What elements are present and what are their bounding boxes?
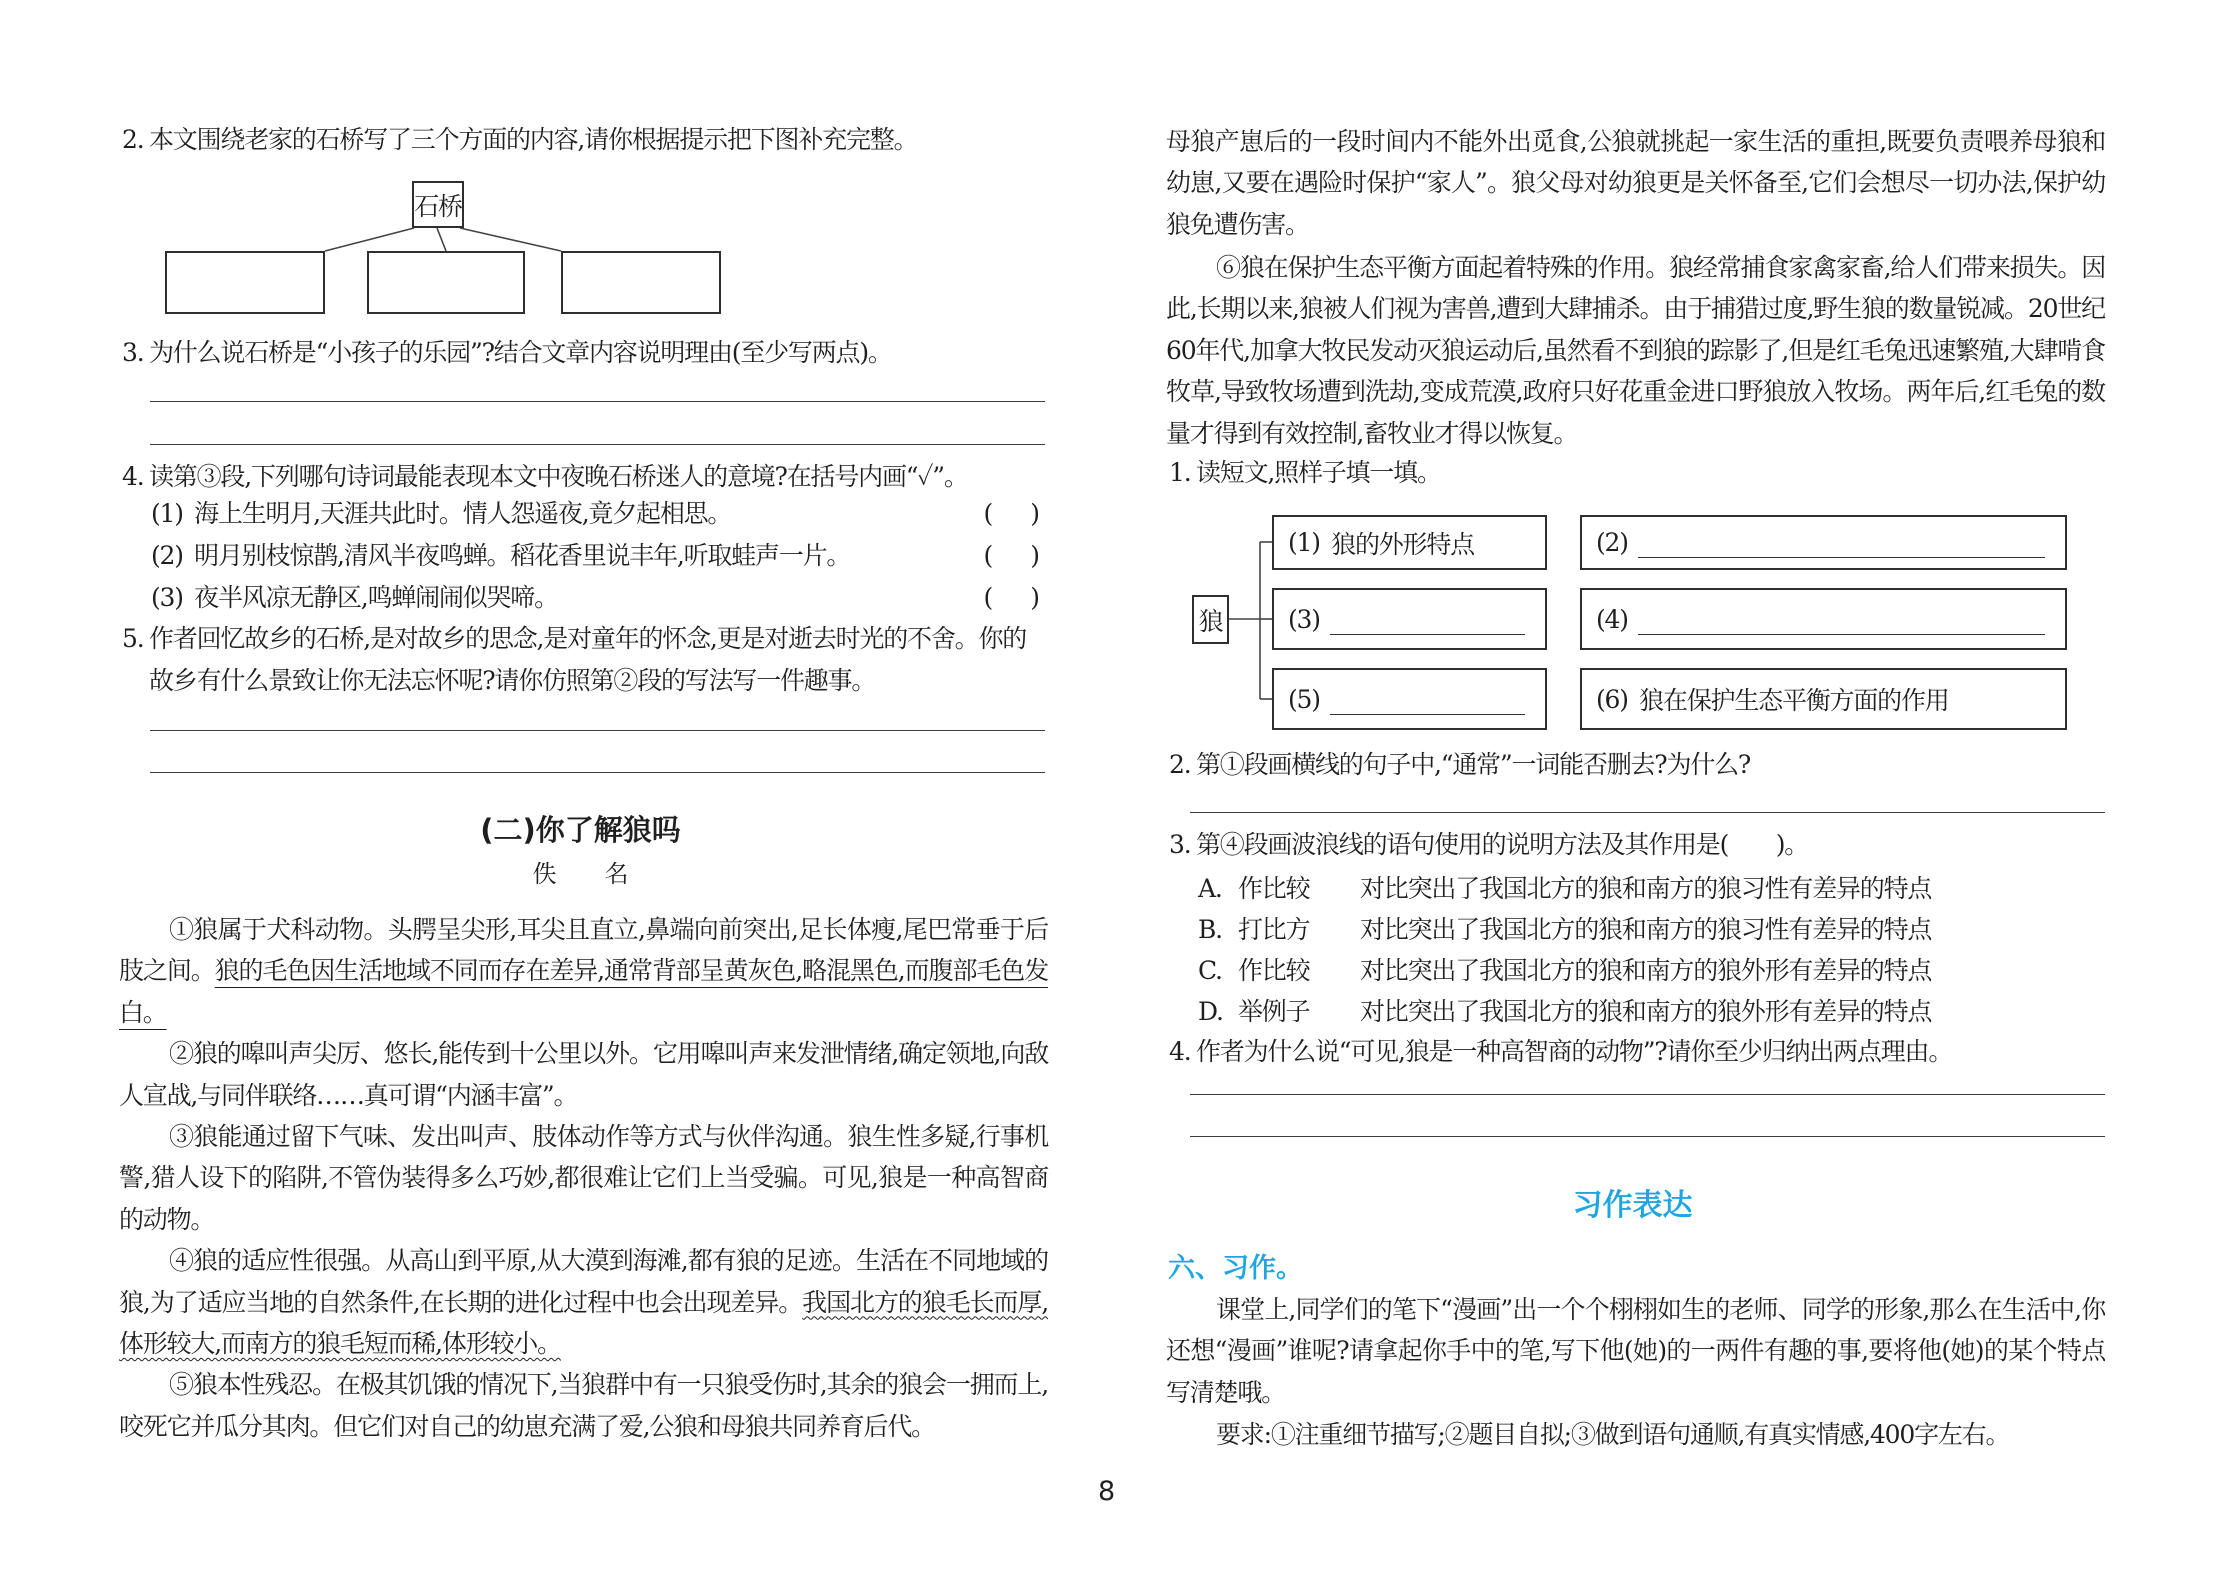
fill-in-blank[interactable] (1330, 684, 1525, 715)
question-text: 作者为什么说“可见,狼是一种高智商的动物”?请你至少归纳出两点理由。 (1196, 1037, 1953, 1066)
choice-option-c[interactable]: C. 作比较 对比突出了我国北方的狼和南方的狼外形有差异的特点 (1198, 956, 1932, 985)
paragraph-1: ①狼属于犬科动物。头腭呈尖形,耳尖且直立,鼻端向前突出,足长体瘦,尾巴常垂于后肢之间。狼的毛色因生活地域不同而存在差异,通常背部呈黄灰色,略混黑色,而腹部毛色发白。 (119, 915, 1048, 1027)
question-number: 2. (1169, 750, 1191, 779)
question-number: 3. (1169, 830, 1191, 859)
question-number: 5. (122, 624, 144, 653)
wolf-cell-1: (1) 狼的外形特点 (1272, 515, 1547, 570)
question-3 (1160, 824, 2105, 866)
writing-task-heading: 六、习作。 (1168, 1253, 1303, 1284)
right-column (1160, 0, 2105, 1571)
question-number: 3. (122, 338, 144, 367)
question-5 (113, 618, 1048, 702)
bridge-blank-box-3[interactable] (561, 251, 721, 314)
writing-task-requirements: 要求:①注重细节描写;②题目自拟;③做到语句通顺,有真实情感,400字左右。 (1216, 1420, 2010, 1449)
fill-in-blank[interactable] (1638, 604, 2045, 635)
answer-line[interactable] (1190, 1094, 2105, 1095)
paragraph-2: ②狼的嗥叫声尖厉、悠长,能传到十公里以外。它用嗥叫声来发泄情绪,确定领地,向敌人宣战,与同伴联络……真可谓“内涵丰富”。 (119, 1039, 1048, 1110)
bridge-root-label: 石桥 (414, 191, 462, 221)
question-4 (1160, 1031, 2105, 1073)
answer-line[interactable] (1190, 812, 2105, 813)
answer-line[interactable] (150, 401, 1045, 402)
question-4 (113, 456, 1048, 498)
left-column (113, 0, 1048, 1571)
wolf-cell-2: (2) (1580, 515, 2067, 570)
answer-line[interactable] (1190, 1136, 2105, 1137)
bridge-diagram (113, 178, 1048, 318)
poem-text: (1) 海上生明月,天涯共此时。情人怨遥夜,竟夕起相思。 (151, 499, 732, 528)
paragraph-4: ④狼的适应性很强。从高山到平原,从大漠到海滩,都有狼的足迹。生活在不同地域的狼,为了适应当地的自然条件,在长期的进化过程中也会出现差异。我国北方的狼毛长而厚,体形较大,而南方的狼毛短而稀,体形较小。 (119, 1246, 1048, 1359)
poem-text: (2) 明月别枝惊鹊,清风半夜鸣蝉。稻花香里说丰年,听取蛙声一片。 (151, 541, 851, 570)
poem-option-1 (151, 493, 1046, 534)
question-3 (113, 332, 1048, 374)
wolf-cell-4: (4) (1580, 588, 2067, 650)
paragraph-3: ③狼能通过留下气味、发出叫声、肢体动作等方式与伙伴沟通。狼生性多疑,行事机警,猎人设下的陷阱,不管伪装得多么巧妙,都很难让它们上当受骗。可见,狼是一种高智商的动物。 (119, 1122, 1048, 1234)
choice-option-b[interactable]: B. 打比方 对比突出了我国北方的狼和南方的狼习性有差异的特点 (1198, 915, 1932, 944)
answer-brackets[interactable]: ( ) (983, 541, 1046, 570)
question-text: 为什么说石桥是“小孩子的乐园”?结合文章内容说明理由(至少写两点)。 (149, 338, 892, 367)
wolf-root-label: 狼 (1198, 606, 1223, 636)
choice-option-d[interactable]: D. 举例子 对比突出了我国北方的狼和南方的狼外形有差异的特点 (1198, 997, 1932, 1026)
question-text: 读第③段,下列哪句诗词最能表现本文中夜晚石桥迷人的意境?在括号内画“✓”。 (149, 462, 968, 491)
bridge-root-box (412, 181, 464, 228)
reading-2-author: 佚 名 (532, 860, 629, 888)
question-text: 本文围绕老家的石桥写了三个方面的内容,请你根据提示把下图补充完整。 (149, 125, 918, 154)
poem-option-3 (151, 577, 1046, 618)
writing-task-body: 课堂上,同学们的笔下“漫画”出一个个栩栩如生的老师、同学的形象,那么在生活中,你还想“漫画”谁呢?请拿起你手中的笔,写下他(她)的一两件有趣的事,要将他(她)的某个特点写清楚哦。 (1166, 1295, 2105, 1407)
wavy-underlined-sentence: 我国北方的狼毛长而厚,体形较大,而南方的狼毛短而稀,体形较小。 (119, 1287, 1048, 1359)
question-text: 第①段画横线的句子中,“通常”一词能否删去?为什么? (1196, 750, 1751, 779)
question-text: 作者回忆故乡的石桥,是对故乡的思念,是对童年的怀念,更是对逝去时光的不舍。你的故乡有什么景致让你无法忘怀呢?请你仿照第②段的写法写一件趣事。 (149, 624, 1027, 695)
question-text: 第④段画波浪线的语句使用的说明方法及其作用是( )。 (1196, 830, 1809, 859)
question-number: 4. (1169, 1037, 1191, 1066)
question-number: 2. (122, 125, 144, 154)
section-title-writing: 习作表达 (1572, 1188, 1693, 1223)
paragraph-6: ⑥狼在保护生态平衡方面起着特殊的作用。狼经常捕食家禽家畜,给人们带来损失。因此,长期以来,狼被人们视为害兽,遭到大肆捕杀。由于捕猎过度,野生狼的数量锐减。20世纪60年代,加拿大牧民发动灭狼运动后,虽然看不到狼的踪影了,但是红毛兔迅速繁殖,大肆啃食牧草,导致牧场遭到洗劫,变成荒漠,政府只好花重金进口野狼放入牧场。两年后,红毛兔的数量才得到有效控制,畜牧业才得以恢复。 (1166, 253, 2105, 448)
fill-in-blank[interactable] (1638, 527, 2045, 558)
paragraph-5-continuation: 母狼产崽后的一段时间内不能外出觅食,公狼就挑起一家生活的重担,既要负责喂养母狼和幼崽,又要在遇险时保护“家人”。狼父母对幼狼更是关怀备至,它们会想尽一切办法,保护幼狼免遭伤害。 (1166, 127, 2105, 239)
question-2 (113, 119, 1048, 161)
question-text: 读短文,照样子填一填。 (1196, 458, 1441, 487)
bridge-blank-box-2[interactable] (367, 251, 525, 314)
reading-2-title: (二)你了解狼吗 (480, 813, 681, 847)
answer-line[interactable] (150, 444, 1045, 445)
reading-2-passage (119, 909, 1048, 1447)
answer-brackets[interactable]: ( ) (983, 583, 1046, 612)
bridge-blank-box-1[interactable] (165, 251, 325, 314)
answer-line[interactable] (150, 730, 1045, 731)
poem-text: (3) 夜半风凉无静区,鸣蝉闹闹似哭啼。 (151, 583, 558, 612)
wolf-diagram (1160, 505, 2105, 740)
answer-line[interactable] (150, 772, 1045, 773)
question-2 (1160, 744, 2105, 786)
answer-brackets[interactable]: ( ) (983, 499, 1046, 528)
page-number: 8 (1098, 1476, 1116, 1507)
wolf-cell-3: (3) (1272, 588, 1547, 650)
wolf-cell-6: (6) 狼在保护生态平衡方面的作用 (1580, 668, 2067, 730)
question-number: 1. (1169, 458, 1191, 487)
fill-in-blank[interactable] (1330, 604, 1525, 635)
question-number: 4. (122, 462, 144, 491)
question-1 (1160, 452, 2105, 494)
wolf-root-box (1192, 595, 1229, 644)
paragraph-5: ⑤狼本性残忍。在极其饥饿的情况下,当狼群中有一只狼受伤时,其余的狼会一拥而上,咬死它并瓜分其肉。但它们对自己的幼崽充满了爱,公狼和母狼共同养育后代。 (119, 1370, 1048, 1441)
choice-option-a[interactable]: A. 作比较 对比突出了我国北方的狼和南方的狼习性有差异的特点 (1198, 874, 1932, 903)
poem-option-2 (151, 535, 1046, 576)
underlined-sentence: 狼的毛色因生活地域不同而存在差异,通常背部呈黄灰色,略混黑色,而腹部毛色发白。 (119, 956, 1048, 1027)
wolf-cell-5: (5) (1272, 668, 1547, 730)
